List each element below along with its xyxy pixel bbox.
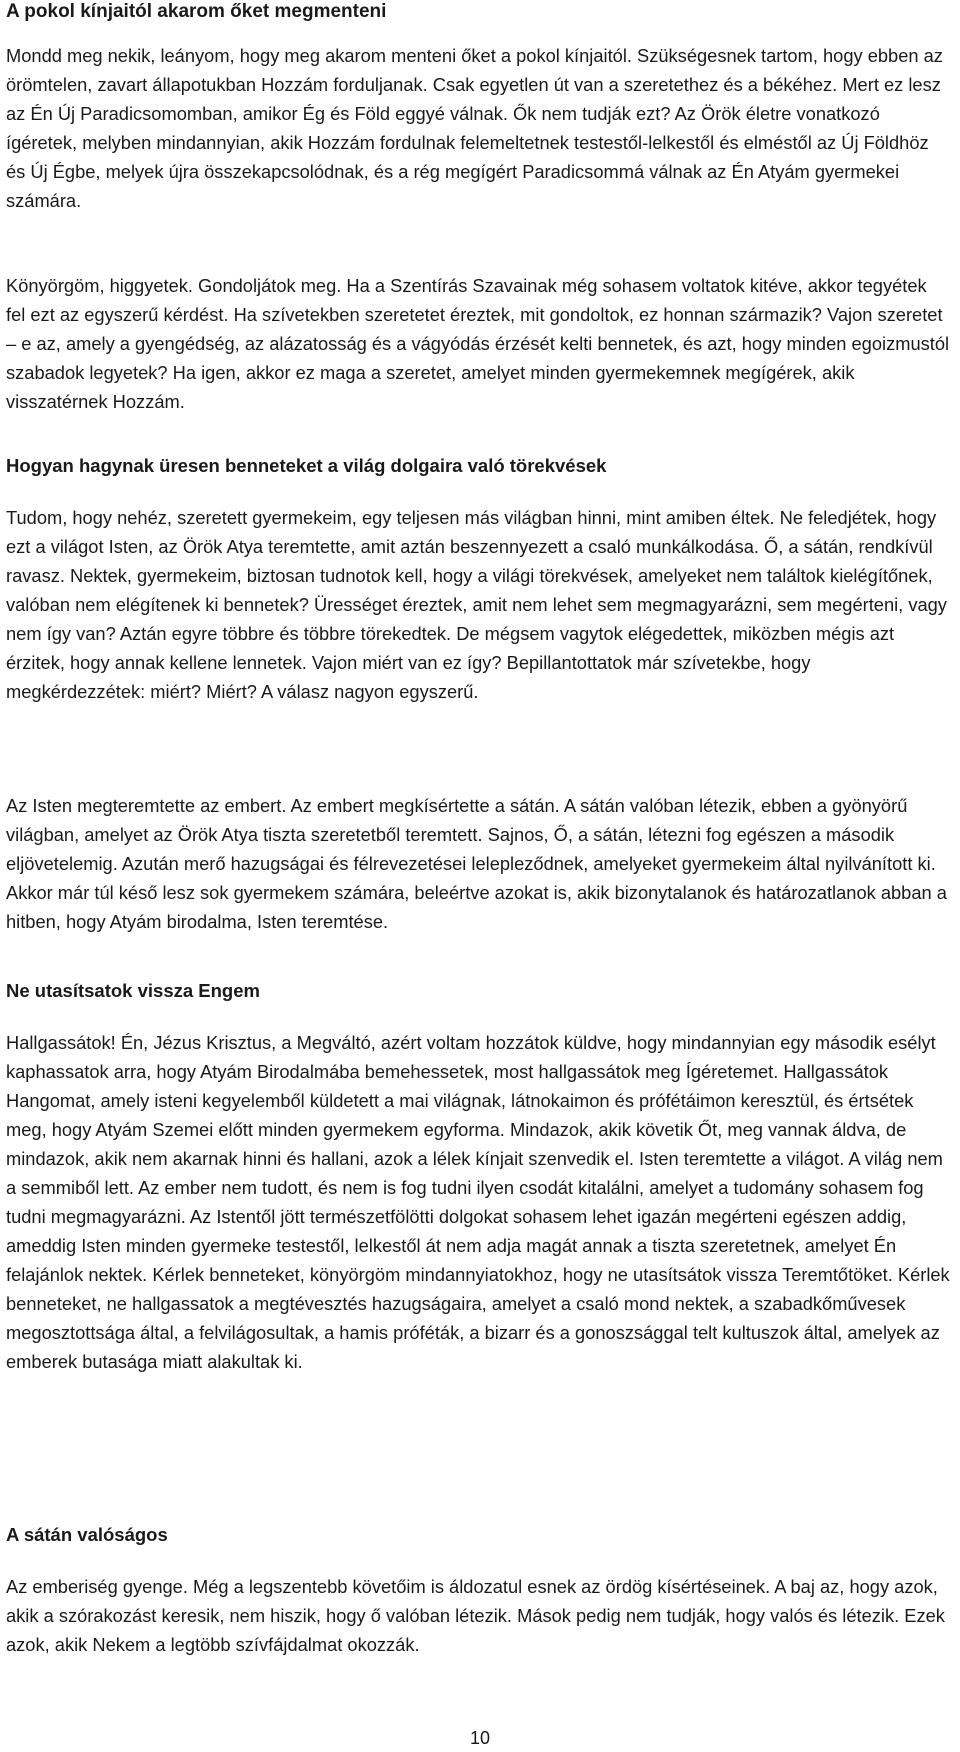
section-heading-satan-real: A sátán valóságos [6, 1524, 168, 1545]
paragraph-worldly-2: Az Isten megteremtette az embert. Az embert megkísértette a sátán. A sátán valóban létezik, ebben a gyönyörű világban, amelyet az Örök Atya tiszta szeretetből teremtett. Sajnos, Ő, a sátán, létezni fog egészen a második eljövetelemig. Azután merő hazugságai és félrevezetései lelepleződnek, amelyeket gyermekeim által nyilvánított ki. Akkor már túl késő lesz sok gyermekem számára, beleértve azokat is, akik bizonytalanok és határozatlanok abban a hitben, hogy Atyám birodalma, Isten teremtése. [6, 795, 947, 932]
section-heading-worldly-pursuits: Hogyan hagynak üresen benneteket a világ dolgaira való törekvések [6, 455, 607, 476]
section-heading-do-not-reject: Ne utasítsatok vissza Engem [6, 980, 260, 1001]
page-title: A pokol kínjaitól akarom őket megmenteni [6, 1, 387, 22]
paragraph-do-not-reject: Hallgassátok! Én, Jézus Krisztus, a Megváltó, azért voltam hozzátok küldve, hogy mindannyian egy második esélyt kaphassatok arra, hogy Atyám Birodalmába bemehessetek, most hallgassátok meg Ígéretemet. Hallgassátok Hangomat, amely isteni kegyelemből küldetett a mai világnak, látnokaimon és prófétáimon keresztül, és értsétek meg, hogy Atyám Szemei előtt minden gyermekem egyforma. Mindazok, akik követik Őt, meg vannak áldva, de mindazok, akik nem akarnak hinni és hallani, azok a lélek kínjait szenvedik el. Isten teremtette a világot. A világ nem a semmiből lett. Az ember nem tudott, és nem is fog tudni ilyen csodát kitalálni, amelyet a tudomány sohasem fog tudni megmagyarázni. Az Istentől jött természetfölötti dolgokat sohasem lehet igazán megérteni egészen addig, ameddig Isten minden gyermeke testestől, lelkestől át nem adja magát annak a tiszta szeretetnek, amelyet Én felajánlok nektek. Kérlek benneteket, könyörgöm mindannyiatokhoz, hogy ne utasítsátok vissza Teremtőtöket. Kérlek benneteket, ne hallgassatok a megtévesztés hazugságaira, amelyet a csaló mond nektek, a szabadkőművesek megosztottsága által, a felvilágosultak, a hamis próféták, a bizarr és a gonoszsággal telt kultuszok által, amelyek az emberek butasága miatt alakultak ki. [6, 1032, 950, 1372]
paragraph-plea: Könyörgöm, higgyetek. Gondoljátok meg. Ha a Szentírás Szavainak még sohasem voltatok kitéve, akkor tegyétek fel ezt az egyszerű kérdést. Ha szívetekben szeretetet éreztek, mit gondoltok, ez honnan származik? Vajon szeretet – e az, amely a gyengédség, az alázatosság és a vágyódás érzését kelti bennetek, és azt, hogy minden egoizmustól szabadok legyetek? Ha igen, akkor ez maga a szeretet, amelyet minden gyermekemnek megígérek, akik visszatérnek Hozzám. [6, 275, 950, 412]
paragraph-satan-real: Az emberiség gyenge. Még a legszentebb követőim is áldozatul esnek az ördög kísértéseinek. A baj az, hogy azok, akik a szórakozást keresik, nem hiszik, hogy ő valóban létezik. Mások pedig nem tudják, hogy valós és létezik. Ezek azok, akik Nekem a legtöbb szívfájdalmat okozzák. [6, 1576, 945, 1655]
paragraph-worldly-1: Tudom, hogy nehéz, szeretett gyermekeim, egy teljesen más világban hinni, mint amiben éltek. Ne feledjétek, hogy ezt a világot Isten, az Örök Atya teremtette, amit aztán beszennyezett a csaló munkálkodása. Ő, a sátán, rendkívül ravasz. Nektek, gyermekeim, biztosan tudnotok kell, hogy a világi törekvések, amelyeket nem találtok kielégítőnek, valóban nem elégítenek ki bennetek? Ürességet éreztek, amit nem lehet sem megmagyarázni, sem megérteni, vagy nem így van? Aztán egyre többre és többre törekedtek. De mégsem vagytok elégedettek, miközben mégis azt érzitek, hogy annak kellene lennetek. Vajon miért van ez így? Bepillantottatok már szívetekbe, hogy megkérdezzétek: miért? Miért? A válasz nagyon egyszerű. [6, 507, 947, 702]
page-number: 10 [469, 1728, 491, 1748]
paragraph-intro: Mondd meg nekik, leányom, hogy meg akarom menteni őket a pokol kínjaitól. Szükségesnek tartom, hogy ebben az örömtelen, zavart állapotukban Hozzám forduljanak. Csak egyetlen út van a szeretethez és a békéhez. Mert ez lesz az Én Új Paradicsomomban, amikor Ég és Föld eggyé válnak. Ők nem tudják ezt? Az Örök életre vonatkozó ígéretek, melyben mindannyian, akik Hozzám fordulnak felemeltetnek testestől-lelkestől és elméstől az Új Földhöz és Új Égbe, melyek újra összekapcsolódnak, és a rég megígért Paradicsommá válnak az Én Atyám gyermekei számára. [6, 45, 943, 211]
